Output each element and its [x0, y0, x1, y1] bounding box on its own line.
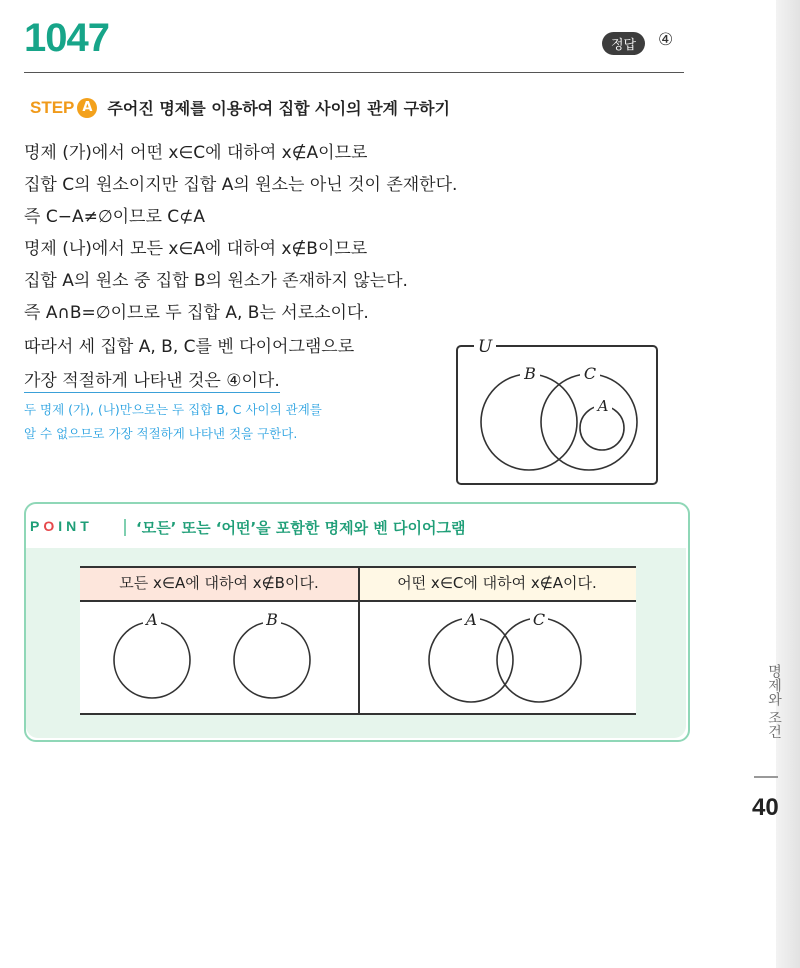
disjoint-set-a-circle — [114, 622, 190, 698]
table-cell-right — [359, 600, 636, 713]
step-title: 주어진 명제를 이용하여 집합 사이의 관계 구하기 — [107, 99, 450, 118]
venn-overlap — [359, 600, 636, 713]
solution-line: 명제 (나)에서 모든 x∈A에 대하여 x∉B이므로 — [24, 239, 368, 259]
step-badge: A — [77, 98, 97, 118]
answer-value: ④ — [658, 30, 674, 50]
disjoint-set-a-label: A — [146, 610, 158, 629]
overlap-set-c-circle — [497, 618, 581, 702]
note-line: 두 명제 (가), (나)만으로는 두 집합 B, C 사이의 관계를 — [24, 402, 322, 417]
table-header-right: 어떤 x∈C에 대하여 x∉A이다. — [358, 566, 636, 600]
disjoint-set-b-circle — [234, 622, 310, 698]
solution-line: 즉 C−A≠∅이므로 C⊄A — [24, 207, 206, 227]
set-c-label: C — [583, 364, 597, 383]
step-heading — [30, 96, 450, 119]
answer-badge: 정답 — [602, 32, 645, 55]
problem-number: 1047 — [24, 16, 109, 60]
point-letter-o: O — [43, 518, 59, 534]
set-a-label: A — [597, 397, 609, 415]
solution-line: 명제 (가)에서 어떤 x∈C에 대하여 x∉A이므로 — [24, 143, 368, 163]
point-label — [30, 518, 93, 534]
table-cell-left — [80, 600, 358, 713]
overlap-set-a-circle — [429, 618, 513, 702]
conclusion-line: 가장 적절하게 나타낸 것은 ④이다. — [24, 366, 280, 393]
note-line: 알 수 없으므로 가장 적절하게 나타낸 것을 구한다. — [24, 426, 298, 441]
header-divider — [24, 72, 684, 73]
venn-diagram-main — [454, 336, 662, 488]
page-edge — [776, 0, 800, 968]
disjoint-set-b-label: B — [266, 610, 278, 629]
point-title: ‘모든’ 또는 ‘어떤’을 포함한 명제와 벤 다이어그램 — [136, 519, 466, 537]
table-header-left: 모든 x∈A에 대하여 x∉B이다. — [80, 566, 358, 600]
side-chapter-label: 명제와 조건 — [766, 664, 782, 739]
point-letter-p: P — [30, 518, 44, 534]
solution-line: 집합 A의 원소 중 집합 B의 원소가 존재하지 않는다. — [24, 271, 408, 291]
side-divider — [754, 776, 778, 778]
page-number: 40 — [752, 794, 779, 821]
set-b-circle — [481, 374, 577, 470]
solution-line: 집합 C의 원소이지만 집합 A의 원소는 아닌 것이 존재한다. — [24, 175, 458, 195]
point-table — [80, 566, 636, 714]
universe-label: U — [477, 337, 493, 357]
step-label: STEP — [30, 97, 75, 117]
table-rule-vertical — [358, 566, 360, 714]
overlap-set-c-label: C — [532, 610, 546, 629]
overlap-set-a-label: A — [465, 610, 477, 629]
set-b-label: B — [524, 364, 536, 383]
solution-line: 따라서 세 집합 A, B, C를 벤 다이어그램으로 — [24, 337, 355, 357]
point-divider — [124, 519, 126, 536]
venn-disjoint — [80, 600, 358, 713]
universe-rect — [457, 346, 657, 484]
point-letters-rest: INT — [58, 518, 93, 534]
solution-line: 즉 A∩B=∅이므로 두 집합 A, B는 서로소이다. — [24, 303, 369, 323]
